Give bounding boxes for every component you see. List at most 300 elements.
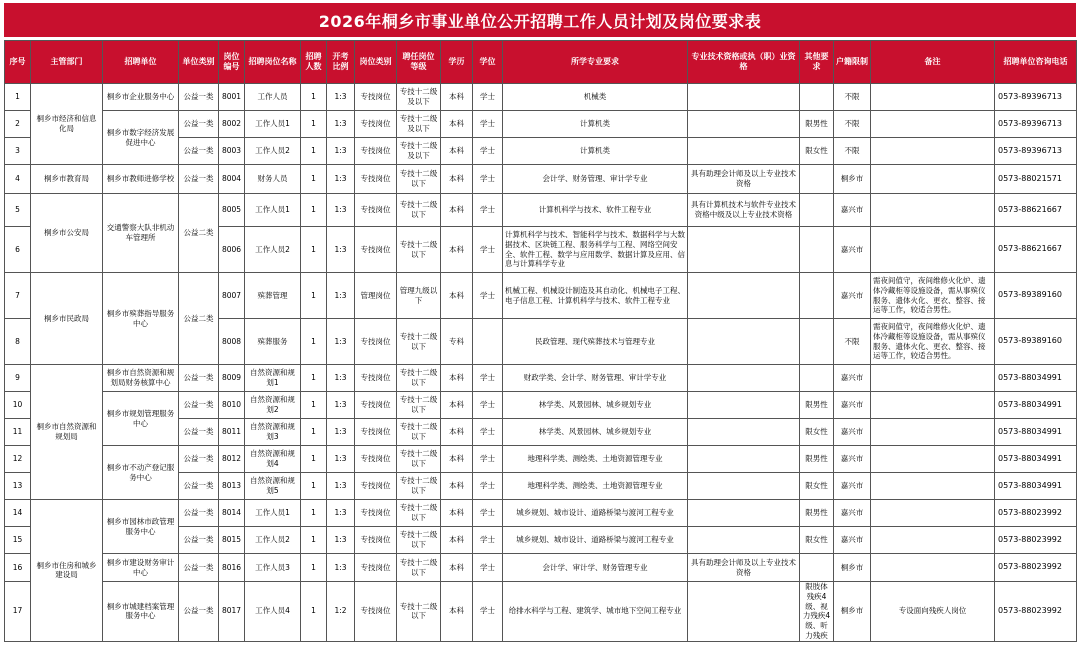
edu-cell: 本科 xyxy=(441,111,473,138)
unit-cell: 桐乡市教师进修学校 xyxy=(103,165,179,194)
num-cell: 1 xyxy=(301,319,327,365)
num-cell: 1 xyxy=(301,392,327,419)
unit-type-cell: 公益一类 xyxy=(179,473,219,500)
huji-cell: 桐乡市 xyxy=(834,554,871,582)
note-cell xyxy=(871,446,995,473)
major-cell: 城乡规划、城市设计、道路桥梁与渡河工程专业 xyxy=(503,500,688,527)
post-type-cell: 专技岗位 xyxy=(355,84,397,111)
header-cell: 学位 xyxy=(473,41,503,84)
major-cell: 计算机科学与技术、软件工程专业 xyxy=(503,194,688,227)
other-cell xyxy=(800,194,834,227)
unit-cell: 桐乡市城建档案管理服务中心 xyxy=(103,582,179,642)
table-header xyxy=(5,41,1077,84)
header-cell: 招聘人数 xyxy=(301,41,327,84)
department-cell: 桐乡市教育局 xyxy=(31,165,103,194)
unit-cell: 桐乡市殡葬指导服务中心 xyxy=(103,273,179,365)
post-type-cell: 专技岗位 xyxy=(355,554,397,582)
num-cell: 1 xyxy=(301,227,327,273)
code-cell: 8008 xyxy=(219,319,245,365)
huji-cell: 嘉兴市 xyxy=(834,419,871,446)
unit-type-cell: 公益一类 xyxy=(179,138,219,165)
num-cell: 1 xyxy=(301,273,327,319)
level-cell: 专技十二级及以下 xyxy=(397,84,441,111)
level-cell: 管理九级以下 xyxy=(397,273,441,319)
note-cell: 需夜间值守，夜间维修火化炉、遗体冷藏柜等设施设备，需从事殡仪服务、遗体火化、更衣、整容、接运等工作，较适合男性。 xyxy=(871,273,995,319)
edu-cell: 本科 xyxy=(441,473,473,500)
other-cell xyxy=(800,319,834,365)
header-cell: 备注 xyxy=(871,41,995,84)
other-cell: 限女性 xyxy=(800,419,834,446)
degree-cell: 学士 xyxy=(473,227,503,273)
other-cell: 限肢体残疾4级、视力残疾4级、听力残疾 xyxy=(800,582,834,642)
post-cell: 自然资源和规划5 xyxy=(245,473,301,500)
post-cell: 财务人员 xyxy=(245,165,301,194)
table-row xyxy=(5,165,1077,194)
huji-cell: 嘉兴市 xyxy=(834,446,871,473)
post-cell: 自然资源和规划1 xyxy=(245,365,301,392)
edu-cell: 本科 xyxy=(441,582,473,642)
level-cell: 专技十二级以下 xyxy=(397,319,441,365)
code-cell: 8010 xyxy=(219,392,245,419)
major-cell: 林学类、风景园林、城乡规划专业 xyxy=(503,419,688,446)
table-row xyxy=(5,582,1077,642)
major-cell: 计算机科学与技术、智能科学与技术、数据科学与大数据技术、区块链工程、服务科学与工程、网络空间安全、软件工程、数学与应用数学、数据计算及应用、信息与计算科学专业 xyxy=(503,227,688,273)
ratio-cell: 1:2 xyxy=(327,582,355,642)
major-cell: 林学类、风景园林、城乡规划专业 xyxy=(503,392,688,419)
code-cell: 8001 xyxy=(219,84,245,111)
unit-type-cell: 公益一类 xyxy=(179,419,219,446)
major-cell: 计算机类 xyxy=(503,111,688,138)
degree-cell: 学士 xyxy=(473,500,503,527)
post-type-cell: 管理岗位 xyxy=(355,273,397,319)
phone-cell: 0573-89389160 xyxy=(995,319,1077,365)
huji-cell: 嘉兴市 xyxy=(834,227,871,273)
ratio-cell: 1:3 xyxy=(327,473,355,500)
ratio-cell: 1:3 xyxy=(327,500,355,527)
ratio-cell: 1:3 xyxy=(327,446,355,473)
unit-type-cell: 公益一类 xyxy=(179,446,219,473)
unit-type-cell: 公益一类 xyxy=(179,165,219,194)
other-cell xyxy=(800,165,834,194)
level-cell: 专技十二级以下 xyxy=(397,527,441,554)
num-cell: 1 xyxy=(301,446,327,473)
level-cell: 专技十二级以下 xyxy=(397,582,441,642)
post-type-cell: 专技岗位 xyxy=(355,500,397,527)
level-cell: 专技十二级及以下 xyxy=(397,111,441,138)
other-cell: 限男性 xyxy=(800,446,834,473)
edu-cell: 本科 xyxy=(441,554,473,582)
row-no: 12 xyxy=(5,446,31,473)
unit-type-cell: 公益一类 xyxy=(179,111,219,138)
other-cell xyxy=(800,84,834,111)
department-cell: 桐乡市民政局 xyxy=(31,273,103,365)
header-cell: 岗位类别 xyxy=(355,41,397,84)
code-cell: 8012 xyxy=(219,446,245,473)
ratio-cell: 1:3 xyxy=(327,194,355,227)
post-type-cell: 专技岗位 xyxy=(355,527,397,554)
note-cell: 需夜间值守，夜间维修火化炉、遗体冷藏柜等设施设备，需从事殡仪服务、遗体火化、更衣、整容、接运等工作，较适合男性。 xyxy=(871,319,995,365)
phone-cell: 0573-89396713 xyxy=(995,138,1077,165)
department-cell: 桐乡市住房和城乡建设局 xyxy=(31,500,103,642)
edu-cell: 本科 xyxy=(441,446,473,473)
major-cell: 机械工程、机械设计制造及其自动化、机械电子工程、电子信息工程、计算机科学与技术、软件工程专业 xyxy=(503,273,688,319)
note-cell xyxy=(871,365,995,392)
phone-cell: 0573-88023992 xyxy=(995,582,1077,642)
level-cell: 专技十二级以下 xyxy=(397,227,441,273)
phone-cell: 0573-88621667 xyxy=(995,227,1077,273)
table-row xyxy=(5,446,1077,473)
header-cell: 主管部门 xyxy=(31,41,103,84)
phone-cell: 0573-89389160 xyxy=(995,273,1077,319)
note-cell xyxy=(871,554,995,582)
ratio-cell: 1:3 xyxy=(327,165,355,194)
table-row xyxy=(5,273,1077,319)
huji-cell: 嘉兴市 xyxy=(834,527,871,554)
num-cell: 1 xyxy=(301,165,327,194)
major-cell: 城乡规划、城市设计、道路桥梁与渡河工程专业 xyxy=(503,527,688,554)
level-cell: 专技十二级以下 xyxy=(397,194,441,227)
edu-cell: 本科 xyxy=(441,194,473,227)
ratio-cell: 1:3 xyxy=(327,554,355,582)
note-cell xyxy=(871,84,995,111)
qual-cell xyxy=(688,473,800,500)
degree-cell: 学士 xyxy=(473,527,503,554)
header-cell: 户籍限制 xyxy=(834,41,871,84)
table-row xyxy=(5,84,1077,111)
row-no: 15 xyxy=(5,527,31,554)
ratio-cell: 1:3 xyxy=(327,138,355,165)
other-cell: 限女性 xyxy=(800,473,834,500)
table-body xyxy=(5,84,1077,642)
major-cell: 会计学、审计学、财务管理专业 xyxy=(503,554,688,582)
code-cell: 8017 xyxy=(219,582,245,642)
qual-cell: 具有助理会计师及以上专业技术资格 xyxy=(688,554,800,582)
qual-cell xyxy=(688,319,800,365)
header-cell: 专业技术资格或执（职）业资格 xyxy=(688,41,800,84)
post-type-cell: 专技岗位 xyxy=(355,111,397,138)
note-cell xyxy=(871,527,995,554)
note-cell xyxy=(871,111,995,138)
note-cell: 专设面向残疾人岗位 xyxy=(871,582,995,642)
degree-cell: 学士 xyxy=(473,582,503,642)
qual-cell xyxy=(688,365,800,392)
code-cell: 8006 xyxy=(219,227,245,273)
post-cell: 工作人员4 xyxy=(245,582,301,642)
edu-cell: 本科 xyxy=(441,500,473,527)
unit-cell: 桐乡市数字经济发展促进中心 xyxy=(103,111,179,165)
post-cell: 工作人员1 xyxy=(245,111,301,138)
qual-cell: 具有助理会计师及以上专业技术资格 xyxy=(688,165,800,194)
phone-cell: 0573-88023992 xyxy=(995,554,1077,582)
num-cell: 1 xyxy=(301,84,327,111)
row-no: 3 xyxy=(5,138,31,165)
header-cell: 聘任岗位等级 xyxy=(397,41,441,84)
unit-type-cell: 公益一类 xyxy=(179,500,219,527)
post-cell: 工作人员1 xyxy=(245,194,301,227)
huji-cell: 嘉兴市 xyxy=(834,473,871,500)
major-cell: 计算机类 xyxy=(503,138,688,165)
unit-cell: 桐乡市园林市政管理服务中心 xyxy=(103,500,179,554)
qual-cell xyxy=(688,446,800,473)
table-row xyxy=(5,392,1077,419)
phone-cell: 0573-88621667 xyxy=(995,194,1077,227)
post-type-cell: 专技岗位 xyxy=(355,319,397,365)
code-cell: 8014 xyxy=(219,500,245,527)
header-cell: 单位类别 xyxy=(179,41,219,84)
table-row xyxy=(5,365,1077,392)
major-cell: 民政管理、现代殡葬技术与管理专业 xyxy=(503,319,688,365)
qual-cell xyxy=(688,138,800,165)
edu-cell: 专科 xyxy=(441,319,473,365)
note-cell xyxy=(871,500,995,527)
header-cell: 其他要求 xyxy=(800,41,834,84)
major-cell: 地理科学类、测绘类、土地资源管理专业 xyxy=(503,446,688,473)
phone-cell: 0573-88034991 xyxy=(995,446,1077,473)
level-cell: 专技十二级以下 xyxy=(397,365,441,392)
huji-cell: 不限 xyxy=(834,111,871,138)
qual-cell xyxy=(688,84,800,111)
post-type-cell: 专技岗位 xyxy=(355,227,397,273)
level-cell: 专技十二级以下 xyxy=(397,554,441,582)
unit-type-cell: 公益一类 xyxy=(179,527,219,554)
qual-cell xyxy=(688,419,800,446)
unit-cell: 桐乡市不动产登记服务中心 xyxy=(103,446,179,500)
num-cell: 1 xyxy=(301,554,327,582)
level-cell: 专技十二级以下 xyxy=(397,446,441,473)
huji-cell: 嘉兴市 xyxy=(834,365,871,392)
degree-cell: 学士 xyxy=(473,473,503,500)
row-no: 11 xyxy=(5,419,31,446)
other-cell: 限女性 xyxy=(800,527,834,554)
code-cell: 8011 xyxy=(219,419,245,446)
qual-cell xyxy=(688,392,800,419)
header-cell: 岗位编号 xyxy=(219,41,245,84)
major-cell: 地理科学类、测绘类、土地资源管理专业 xyxy=(503,473,688,500)
ratio-cell: 1:3 xyxy=(327,84,355,111)
post-cell: 工作人员3 xyxy=(245,554,301,582)
unit-type-cell: 公益一类 xyxy=(179,582,219,642)
huji-cell: 嘉兴市 xyxy=(834,392,871,419)
table-row xyxy=(5,194,1077,227)
post-type-cell: 专技岗位 xyxy=(355,365,397,392)
unit-type-cell: 公益一类 xyxy=(179,84,219,111)
post-cell: 殡葬管理 xyxy=(245,273,301,319)
table-row xyxy=(5,111,1077,138)
code-cell: 8005 xyxy=(219,194,245,227)
degree-cell: 学士 xyxy=(473,194,503,227)
row-no: 1 xyxy=(5,84,31,111)
header-cell: 招聘岗位名称 xyxy=(245,41,301,84)
phone-cell: 0573-88023992 xyxy=(995,527,1077,554)
row-no: 6 xyxy=(5,227,31,273)
phone-cell: 0573-89396713 xyxy=(995,84,1077,111)
row-no: 7 xyxy=(5,273,31,319)
qual-cell xyxy=(688,582,800,642)
num-cell: 1 xyxy=(301,194,327,227)
huji-cell: 嘉兴市 xyxy=(834,273,871,319)
department-cell: 桐乡市自然资源和规划局 xyxy=(31,365,103,500)
degree-cell: 学士 xyxy=(473,392,503,419)
post-type-cell: 专技岗位 xyxy=(355,446,397,473)
unit-type-cell: 公益一类 xyxy=(179,554,219,582)
note-cell xyxy=(871,419,995,446)
degree-cell: 学士 xyxy=(473,138,503,165)
num-cell: 1 xyxy=(301,419,327,446)
post-type-cell: 专技岗位 xyxy=(355,194,397,227)
huji-cell: 嘉兴市 xyxy=(834,500,871,527)
degree-cell: 学士 xyxy=(473,446,503,473)
degree-cell: 学士 xyxy=(473,111,503,138)
other-cell xyxy=(800,273,834,319)
degree-cell: 学士 xyxy=(473,273,503,319)
row-no: 14 xyxy=(5,500,31,527)
row-no: 4 xyxy=(5,165,31,194)
post-type-cell: 专技岗位 xyxy=(355,138,397,165)
header-cell: 招聘单位 xyxy=(103,41,179,84)
qual-cell xyxy=(688,273,800,319)
other-cell: 限男性 xyxy=(800,500,834,527)
level-cell: 专技十二级以下 xyxy=(397,419,441,446)
level-cell: 专技十二级及以下 xyxy=(397,138,441,165)
qual-cell xyxy=(688,527,800,554)
ratio-cell: 1:3 xyxy=(327,319,355,365)
note-cell xyxy=(871,473,995,500)
code-cell: 8007 xyxy=(219,273,245,319)
qual-cell xyxy=(688,227,800,273)
row-no: 13 xyxy=(5,473,31,500)
code-cell: 8016 xyxy=(219,554,245,582)
note-cell xyxy=(871,138,995,165)
unit-cell: 交通警察大队非机动车管理所 xyxy=(103,194,179,273)
ratio-cell: 1:3 xyxy=(327,365,355,392)
huji-cell: 不限 xyxy=(834,319,871,365)
major-cell: 会计学、财务管理、审计学专业 xyxy=(503,165,688,194)
qual-cell xyxy=(688,111,800,138)
row-no: 16 xyxy=(5,554,31,582)
huji-cell: 桐乡市 xyxy=(834,165,871,194)
other-cell: 限男性 xyxy=(800,392,834,419)
code-cell: 8003 xyxy=(219,138,245,165)
header-cell: 开考比例 xyxy=(327,41,355,84)
phone-cell: 0573-88034991 xyxy=(995,473,1077,500)
unit-type-cell: 公益二类 xyxy=(179,273,219,365)
post-type-cell: 专技岗位 xyxy=(355,473,397,500)
post-cell: 自然资源和规划3 xyxy=(245,419,301,446)
post-cell: 工作人员2 xyxy=(245,227,301,273)
ratio-cell: 1:3 xyxy=(327,273,355,319)
edu-cell: 本科 xyxy=(441,84,473,111)
level-cell: 专技十二级以下 xyxy=(397,500,441,527)
edu-cell: 本科 xyxy=(441,392,473,419)
major-cell: 机械类 xyxy=(503,84,688,111)
code-cell: 8004 xyxy=(219,165,245,194)
edu-cell: 本科 xyxy=(441,227,473,273)
post-cell: 自然资源和规划4 xyxy=(245,446,301,473)
post-cell: 工作人员1 xyxy=(245,500,301,527)
recruitment-table xyxy=(4,40,1077,642)
row-no: 8 xyxy=(5,319,31,365)
qual-cell: 具有计算机技术与软件专业技术资格中级及以上专业技术资格 xyxy=(688,194,800,227)
phone-cell: 0573-88034991 xyxy=(995,419,1077,446)
row-no: 17 xyxy=(5,582,31,642)
other-cell xyxy=(800,554,834,582)
note-cell xyxy=(871,194,995,227)
phone-cell: 0573-89396713 xyxy=(995,111,1077,138)
edu-cell: 本科 xyxy=(441,527,473,554)
other-cell: 限男性 xyxy=(800,111,834,138)
code-cell: 8002 xyxy=(219,111,245,138)
unit-type-cell: 公益一类 xyxy=(179,392,219,419)
code-cell: 8013 xyxy=(219,473,245,500)
post-type-cell: 专技岗位 xyxy=(355,165,397,194)
post-cell: 工作人员2 xyxy=(245,527,301,554)
degree-cell: 学士 xyxy=(473,419,503,446)
header-cell: 学历 xyxy=(441,41,473,84)
unit-cell: 桐乡市建设财务审计中心 xyxy=(103,554,179,582)
level-cell: 专技十二级以下 xyxy=(397,473,441,500)
unit-cell: 桐乡市企业服务中心 xyxy=(103,84,179,111)
edu-cell: 本科 xyxy=(441,273,473,319)
phone-cell: 0573-88034991 xyxy=(995,392,1077,419)
num-cell: 1 xyxy=(301,527,327,554)
huji-cell: 嘉兴市 xyxy=(834,194,871,227)
qual-cell xyxy=(688,500,800,527)
post-type-cell: 专技岗位 xyxy=(355,392,397,419)
post-cell: 工作人员 xyxy=(245,84,301,111)
unit-cell: 桐乡市自然资源和规划局财务核算中心 xyxy=(103,365,179,392)
post-type-cell: 专技岗位 xyxy=(355,419,397,446)
row-no: 2 xyxy=(5,111,31,138)
degree-cell: 学士 xyxy=(473,554,503,582)
huji-cell: 不限 xyxy=(834,84,871,111)
num-cell: 1 xyxy=(301,365,327,392)
num-cell: 1 xyxy=(301,500,327,527)
major-cell: 给排水科学与工程、建筑学、城市地下空间工程专业 xyxy=(503,582,688,642)
num-cell: 1 xyxy=(301,138,327,165)
department-cell: 桐乡市经济和信息化局 xyxy=(31,84,103,165)
edu-cell: 本科 xyxy=(441,419,473,446)
unit-cell: 桐乡市规划管理服务中心 xyxy=(103,392,179,446)
code-cell: 8009 xyxy=(219,365,245,392)
phone-cell: 0573-88023992 xyxy=(995,500,1077,527)
num-cell: 1 xyxy=(301,582,327,642)
ratio-cell: 1:3 xyxy=(327,419,355,446)
table-row xyxy=(5,500,1077,527)
row-no: 5 xyxy=(5,194,31,227)
header-cell: 招聘单位咨询电话 xyxy=(995,41,1077,84)
post-cell: 殡葬服务 xyxy=(245,319,301,365)
other-cell xyxy=(800,227,834,273)
degree-cell xyxy=(473,319,503,365)
degree-cell: 学士 xyxy=(473,365,503,392)
department-cell: 桐乡市公安局 xyxy=(31,194,103,273)
unit-type-cell: 公益一类 xyxy=(179,365,219,392)
table-title: 2026年桐乡市事业单位公开招聘工作人员计划及岗位要求表 xyxy=(4,3,1076,37)
huji-cell: 桐乡市 xyxy=(834,582,871,642)
edu-cell: 本科 xyxy=(441,165,473,194)
level-cell: 专技十二级以下 xyxy=(397,392,441,419)
level-cell: 专技十二级以下 xyxy=(397,165,441,194)
other-cell xyxy=(800,365,834,392)
major-cell: 财政学类、会计学、财务管理、审计学专业 xyxy=(503,365,688,392)
note-cell xyxy=(871,165,995,194)
note-cell xyxy=(871,227,995,273)
code-cell: 8015 xyxy=(219,527,245,554)
note-cell xyxy=(871,392,995,419)
post-cell: 自然资源和规划2 xyxy=(245,392,301,419)
post-type-cell: 专技岗位 xyxy=(355,582,397,642)
num-cell: 1 xyxy=(301,473,327,500)
